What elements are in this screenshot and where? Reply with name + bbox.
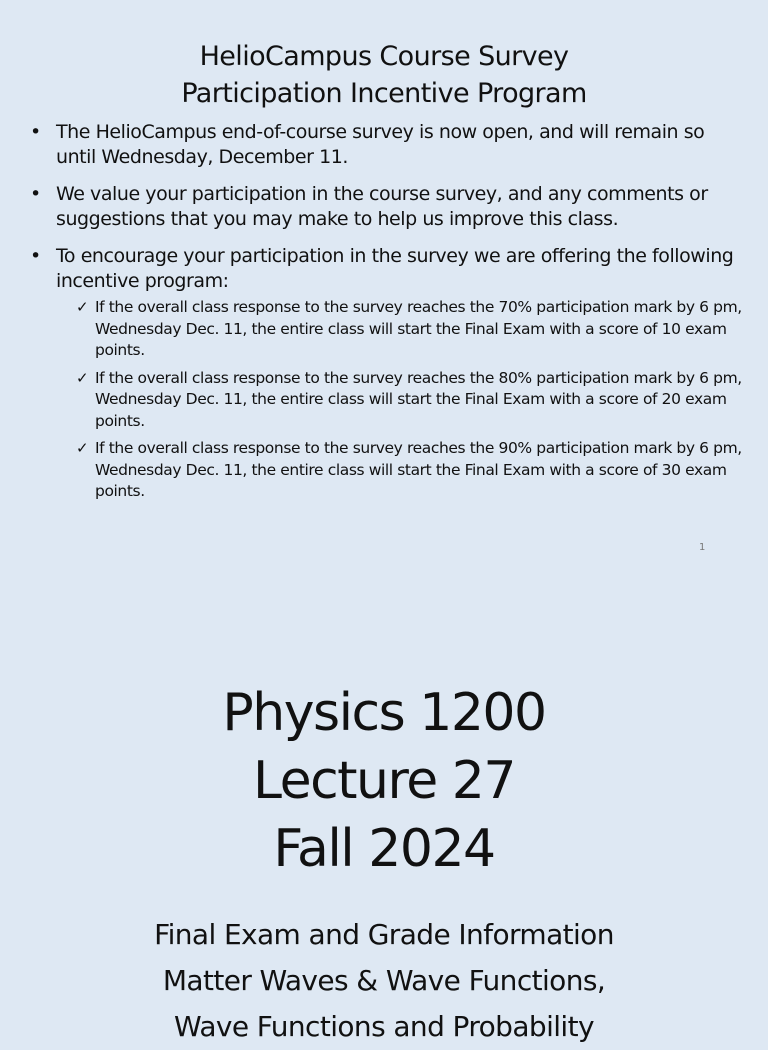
bullet-text: To encourage your participation in the survey we are offering the following incentive program: — [56, 245, 734, 292]
bullet-item — [26, 244, 746, 503]
lecture-title-line: Physics 1200 — [222, 683, 546, 743]
lecture-title-line: Fall 2024 — [273, 819, 495, 879]
bullet-list — [26, 120, 746, 515]
check-item — [56, 297, 746, 362]
check-text: If the overall class response to the survey reaches the 70% participation mark by 6 pm, Wednesday Dec. 11, the entire class will start the Final Exam with a score of 10 exam points. — [95, 298, 742, 359]
check-text: If the overall class response to the survey reaches the 80% participation mark by 6 pm, Wednesday Dec. 11, the entire class will start the Final Exam with a score of 20 exam points. — [95, 368, 742, 430]
page-number: 1 — [699, 542, 706, 553]
title-line: Participation Incentive Program — [181, 78, 587, 109]
title-line: HelioCampus Course Survey — [199, 41, 569, 72]
lecture-title-line: Lecture 27 — [253, 751, 515, 811]
lecture-title — [0, 679, 768, 883]
subtitle-line: Wave Functions and Probability — [174, 1010, 594, 1043]
bullet-item — [26, 120, 746, 170]
check-list — [56, 297, 746, 503]
lecture-subtitle — [0, 912, 768, 1050]
checkmark-icon: ✓ — [76, 439, 89, 457]
checkmark-icon: ✓ — [76, 298, 89, 316]
slide-lecture-title — [0, 575, 768, 1043]
bullet-text: We value your participation in the course survey, and any comments or suggestions that you may make to help us improve this class. — [56, 183, 708, 230]
subtitle-line: Final Exam and Grade Information — [154, 918, 614, 951]
bullet-icon: • — [30, 183, 41, 205]
bullet-icon: • — [30, 121, 41, 143]
checkmark-icon: ✓ — [76, 368, 89, 387]
bullet-icon: • — [30, 245, 41, 267]
check-item — [56, 368, 746, 433]
check-text: If the overall class response to the survey reaches the 90% participation mark by 6 pm, Wednesday Dec. 11, the entire class will start the Final Exam with a score of 30 exam points. — [95, 439, 742, 500]
slide-title — [0, 38, 768, 112]
bullet-text: The HelioCampus end-of-course survey is now open, and will remain so until Wednesday, December 11. — [56, 121, 705, 168]
subtitle-line: Matter Waves & Wave Functions, — [162, 964, 606, 997]
bullet-item — [26, 182, 746, 232]
check-item — [56, 438, 746, 503]
